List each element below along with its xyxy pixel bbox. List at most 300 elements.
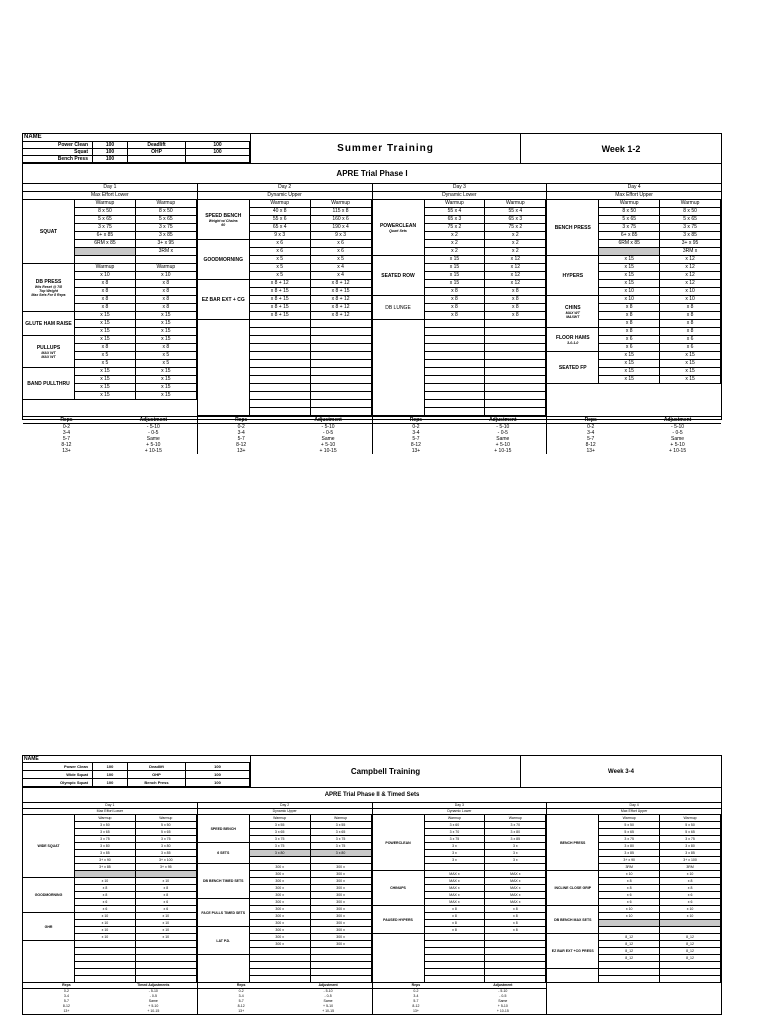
set-cell[interactable]: x 6 <box>599 899 660 906</box>
lift-value[interactable]: 100 <box>186 763 250 771</box>
set-cell[interactable]: x 12 <box>485 256 546 264</box>
set-cell[interactable]: x 8 <box>75 892 136 899</box>
set-cell[interactable]: x 2 <box>425 240 486 248</box>
set-cell[interactable]: x 8 <box>136 344 197 352</box>
set-cell[interactable]: x 10 <box>75 920 136 927</box>
set-cell[interactable] <box>485 392 546 400</box>
set-cell[interactable]: 3 x 75 <box>599 836 660 843</box>
set-cell[interactable]: x 8 <box>136 280 197 288</box>
set-cell[interactable]: 65 x 3 <box>425 216 486 224</box>
set-cell[interactable] <box>75 948 136 955</box>
set-cell[interactable] <box>425 864 486 871</box>
set-cell[interactable]: 300 x <box>250 878 311 885</box>
set-cell[interactable]: 190 x 4 <box>311 224 372 232</box>
set-cell[interactable] <box>485 969 546 976</box>
set-cell[interactable] <box>311 344 372 352</box>
set-cell[interactable] <box>311 360 372 368</box>
set-cell[interactable]: x 10 <box>136 920 197 927</box>
set-cell[interactable] <box>425 408 486 416</box>
set-cell[interactable]: 8_12 <box>660 941 721 948</box>
set-cell[interactable] <box>485 955 546 962</box>
set-cell[interactable]: x 6 <box>660 344 721 352</box>
set-cell[interactable] <box>311 328 372 336</box>
name-field[interactable]: NAME <box>23 756 250 763</box>
set-cell[interactable]: x 12 <box>485 280 546 288</box>
set-cell[interactable]: x 15 <box>599 376 660 384</box>
set-cell[interactable] <box>485 384 546 392</box>
set-cell[interactable]: MAX x <box>485 878 546 885</box>
set-cell[interactable]: x 15 <box>136 336 197 344</box>
set-cell[interactable]: 3 x 85 <box>660 850 721 857</box>
set-cell[interactable]: 6RM x 85 <box>75 240 136 248</box>
set-cell[interactable] <box>75 955 136 962</box>
set-cell[interactable]: 3 x 65 <box>311 829 372 836</box>
set-cell[interactable]: 3 x 80 <box>136 843 197 850</box>
set-cell[interactable]: x 15 <box>660 352 721 360</box>
set-cell[interactable]: 3 x 75 <box>599 224 660 232</box>
set-cell[interactable]: x 2 <box>425 232 486 240</box>
set-cell[interactable] <box>136 969 197 976</box>
set-cell[interactable] <box>311 400 372 408</box>
set-cell[interactable]: 8 x 50 <box>660 208 721 216</box>
set-cell[interactable]: x 15 <box>136 320 197 328</box>
set-cell[interactable]: 300 x <box>250 941 311 948</box>
set-cell[interactable]: x 2 <box>485 248 546 256</box>
set-cell[interactable]: 3 x 85 <box>136 232 197 240</box>
set-cell[interactable]: x 8 <box>485 906 546 913</box>
set-cell[interactable]: 3 x 75 <box>250 836 311 843</box>
set-cell[interactable] <box>75 256 136 264</box>
set-cell[interactable]: x 12 <box>660 272 721 280</box>
set-cell[interactable]: 300 x <box>311 871 372 878</box>
set-cell[interactable]: x 8 + 12 <box>311 304 372 312</box>
set-cell[interactable]: x 8 + 12 <box>311 296 372 304</box>
set-cell[interactable]: 3 x 85 <box>136 850 197 857</box>
set-cell[interactable] <box>485 352 546 360</box>
set-cell[interactable] <box>485 360 546 368</box>
set-cell[interactable]: 300 x <box>250 885 311 892</box>
set-cell[interactable] <box>311 368 372 376</box>
set-cell[interactable]: x 5 <box>136 360 197 368</box>
set-cell[interactable] <box>75 941 136 948</box>
set-cell[interactable]: 55 x 4 <box>425 208 486 216</box>
set-cell[interactable] <box>250 336 311 344</box>
set-cell[interactable] <box>311 320 372 328</box>
set-cell[interactable]: x 6 <box>599 892 660 899</box>
set-cell[interactable] <box>250 408 311 416</box>
set-cell[interactable]: x 12 <box>660 256 721 264</box>
set-cell[interactable]: x 10 <box>599 288 660 296</box>
set-cell[interactable]: 300 x <box>311 920 372 927</box>
set-cell[interactable]: x 8 <box>136 892 197 899</box>
set-cell[interactable]: x 15 <box>599 360 660 368</box>
set-cell[interactable] <box>311 392 372 400</box>
set-cell[interactable] <box>599 927 660 934</box>
set-cell[interactable]: x 8 <box>425 312 486 320</box>
set-cell[interactable]: x 8 + 15 <box>250 304 311 312</box>
set-cell[interactable]: x 8 + 15 <box>250 312 311 320</box>
set-cell[interactable]: 115 x 8 <box>311 208 372 216</box>
set-cell[interactable]: x 15 <box>136 368 197 376</box>
set-cell[interactable]: 55 x 4 <box>485 208 546 216</box>
lift-value[interactable]: 100 <box>186 142 250 149</box>
set-cell[interactable]: x 15 <box>425 280 486 288</box>
set-cell[interactable]: 8_12 <box>660 955 721 962</box>
set-cell[interactable]: x 15 <box>75 312 136 320</box>
set-cell[interactable]: x 8 <box>599 304 660 312</box>
set-cell[interactable]: 3 x <box>425 857 486 864</box>
set-cell[interactable]: 3+ x 90 <box>75 857 136 864</box>
set-cell[interactable]: x 8 <box>599 320 660 328</box>
set-cell[interactable]: x 15 <box>136 312 197 320</box>
set-cell[interactable]: 5 x 50 <box>660 822 721 829</box>
set-cell[interactable]: x 5 <box>250 272 311 280</box>
set-cell[interactable]: MAX x <box>425 892 486 899</box>
set-cell[interactable]: 8 x 50 <box>599 208 660 216</box>
set-cell[interactable]: x 8 + 15 <box>250 288 311 296</box>
set-cell[interactable]: x 8 + 12 <box>250 280 311 288</box>
set-cell[interactable] <box>425 955 486 962</box>
set-cell[interactable] <box>311 376 372 384</box>
set-cell[interactable]: x 15 <box>75 368 136 376</box>
set-cell[interactable]: 8_12 <box>599 955 660 962</box>
lift-value[interactable]: 100 <box>93 771 128 779</box>
set-cell[interactable]: 5 x 65 <box>75 216 136 224</box>
set-cell[interactable]: x 6 <box>75 899 136 906</box>
set-cell[interactable]: x 5 <box>250 256 311 264</box>
set-cell[interactable]: 3 x 70 <box>485 822 546 829</box>
set-cell[interactable]: 65 x 3 <box>485 216 546 224</box>
set-cell[interactable]: x 10 <box>75 878 136 885</box>
set-cell[interactable]: MAX x <box>485 899 546 906</box>
set-cell[interactable]: 3 x <box>485 843 546 850</box>
set-cell[interactable]: x 8 + 12 <box>311 312 372 320</box>
set-cell[interactable]: 3+ x 95 <box>136 864 197 871</box>
set-cell[interactable]: x 8 <box>425 906 486 913</box>
set-cell[interactable]: 300 x <box>250 892 311 899</box>
set-cell[interactable]: 8 x 50 <box>136 208 197 216</box>
lift-value[interactable]: 100 <box>93 149 128 156</box>
set-cell[interactable]: 55 x 6 <box>250 216 311 224</box>
set-cell[interactable]: 3 x 55 <box>250 822 311 829</box>
set-cell[interactable]: 3 x 75 <box>660 836 721 843</box>
set-cell[interactable]: x 10 <box>599 871 660 878</box>
set-cell[interactable]: x 8 + 15 <box>250 296 311 304</box>
set-cell[interactable]: 75 x 2 <box>425 224 486 232</box>
set-cell[interactable]: x 6 <box>660 336 721 344</box>
set-cell[interactable]: x 8 <box>660 328 721 336</box>
set-cell[interactable] <box>136 955 197 962</box>
set-cell[interactable]: 3RM x <box>660 248 721 256</box>
set-cell[interactable]: 3 x 70 <box>425 829 486 836</box>
set-cell[interactable]: 300 x <box>311 899 372 906</box>
set-cell[interactable]: x 8 <box>136 296 197 304</box>
set-cell[interactable]: 3+ x 100 <box>136 857 197 864</box>
set-cell[interactable]: 300 x <box>250 913 311 920</box>
set-cell[interactable]: x 8 <box>599 328 660 336</box>
set-cell[interactable] <box>660 927 721 934</box>
set-cell[interactable]: x 6 <box>660 892 721 899</box>
set-cell[interactable] <box>485 941 546 948</box>
set-cell[interactable]: x 10 <box>660 296 721 304</box>
set-cell[interactable] <box>485 408 546 416</box>
set-cell[interactable]: x 6 <box>250 240 311 248</box>
set-cell[interactable]: x 15 <box>75 392 136 400</box>
set-cell[interactable]: 300 x <box>311 934 372 941</box>
set-cell[interactable] <box>425 352 486 360</box>
set-cell[interactable] <box>425 392 486 400</box>
set-cell[interactable]: x 8 <box>136 885 197 892</box>
set-cell[interactable]: x 6 <box>599 336 660 344</box>
set-cell[interactable] <box>75 248 136 256</box>
set-cell[interactable] <box>136 941 197 948</box>
set-cell[interactable]: MAX x <box>425 885 486 892</box>
set-cell[interactable]: 6+ x 85 <box>599 232 660 240</box>
set-cell[interactable] <box>425 336 486 344</box>
set-cell[interactable]: x 10 <box>75 272 136 280</box>
set-cell[interactable]: 3 x 75 <box>311 843 372 850</box>
set-cell[interactable]: x 5 <box>136 352 197 360</box>
set-cell[interactable]: 8_12 <box>660 934 721 941</box>
set-cell[interactable] <box>311 408 372 416</box>
set-cell[interactable]: x 10 <box>660 913 721 920</box>
set-cell[interactable] <box>425 384 486 392</box>
set-cell[interactable]: 5 x 65 <box>599 829 660 836</box>
set-cell[interactable]: 300 x <box>311 892 372 899</box>
set-cell[interactable]: x 15 <box>136 384 197 392</box>
set-cell[interactable]: x 15 <box>599 368 660 376</box>
set-cell[interactable]: 3 x 85 <box>75 850 136 857</box>
set-cell[interactable]: x 10 <box>136 272 197 280</box>
set-cell[interactable] <box>485 368 546 376</box>
set-cell[interactable]: 8_12 <box>599 941 660 948</box>
set-cell[interactable]: x 8 <box>660 304 721 312</box>
lift-value[interactable]: 100 <box>93 156 128 163</box>
set-cell[interactable]: 3+ x 85 <box>75 864 136 871</box>
set-cell[interactable]: x 8 <box>599 885 660 892</box>
set-cell[interactable]: x 2 <box>485 232 546 240</box>
set-cell[interactable] <box>311 969 372 976</box>
set-cell[interactable]: x 15 <box>425 256 486 264</box>
set-cell[interactable]: x 6 <box>136 899 197 906</box>
set-cell[interactable]: x 8 <box>599 312 660 320</box>
set-cell[interactable]: x 15 <box>599 256 660 264</box>
set-cell[interactable] <box>485 328 546 336</box>
set-cell[interactable]: x 10 <box>136 934 197 941</box>
set-cell[interactable]: x 8 <box>660 878 721 885</box>
set-cell[interactable]: x 12 <box>485 272 546 280</box>
set-cell[interactable]: x 2 <box>485 240 546 248</box>
set-cell[interactable]: 9 x 3 <box>250 232 311 240</box>
set-cell[interactable] <box>425 941 486 948</box>
set-cell[interactable]: 9 x 3 <box>311 232 372 240</box>
set-cell[interactable]: x 8 <box>485 304 546 312</box>
set-cell[interactable] <box>311 336 372 344</box>
set-cell[interactable]: x 8 <box>485 913 546 920</box>
set-cell[interactable]: x 10 <box>599 296 660 304</box>
set-cell[interactable]: x 15 <box>660 376 721 384</box>
set-cell[interactable]: x 8 <box>425 296 486 304</box>
set-cell[interactable]: 300 x <box>250 927 311 934</box>
set-cell[interactable]: 3RM x <box>136 248 197 256</box>
set-cell[interactable]: x 8 <box>660 885 721 892</box>
set-cell[interactable]: x 15 <box>425 272 486 280</box>
set-cell[interactable]: x 15 <box>75 328 136 336</box>
set-cell[interactable]: 3 x 80 <box>250 850 311 857</box>
set-cell[interactable]: 300 x <box>311 878 372 885</box>
set-cell[interactable]: x 15 <box>75 336 136 344</box>
set-cell[interactable]: x 15 <box>136 392 197 400</box>
set-cell[interactable]: 5 x 50 <box>599 822 660 829</box>
set-cell[interactable] <box>250 344 311 352</box>
lift-value[interactable] <box>186 156 250 163</box>
set-cell[interactable] <box>75 962 136 969</box>
set-cell[interactable] <box>425 320 486 328</box>
set-cell[interactable] <box>136 962 197 969</box>
set-cell[interactable] <box>136 871 197 878</box>
set-cell[interactable]: 3 x <box>485 850 546 857</box>
set-cell[interactable]: 3 x <box>425 843 486 850</box>
set-cell[interactable]: 3 x 75 <box>311 836 372 843</box>
set-cell[interactable]: 5 x 65 <box>599 216 660 224</box>
set-cell[interactable] <box>485 962 546 969</box>
set-cell[interactable]: 160 x 6 <box>311 216 372 224</box>
set-cell[interactable]: 300 x <box>250 906 311 913</box>
set-cell[interactable]: 3 x 85 <box>660 232 721 240</box>
set-cell[interactable]: 40 x 8 <box>250 208 311 216</box>
set-cell[interactable]: 5 x 65 <box>136 829 197 836</box>
set-cell[interactable]: 75 x 2 <box>485 224 546 232</box>
set-cell[interactable]: x 10 <box>660 288 721 296</box>
set-cell[interactable] <box>485 400 546 408</box>
set-cell[interactable] <box>485 320 546 328</box>
set-cell[interactable]: x 8 <box>75 296 136 304</box>
set-cell[interactable] <box>425 344 486 352</box>
set-cell[interactable] <box>425 368 486 376</box>
set-cell[interactable]: 8_12 <box>660 948 721 955</box>
set-cell[interactable]: x 5 <box>75 352 136 360</box>
set-cell[interactable]: x 8 <box>599 878 660 885</box>
set-cell[interactable]: 3 x 75 <box>75 224 136 232</box>
set-cell[interactable]: 3 x 65 <box>250 829 311 836</box>
set-cell[interactable]: MAX x <box>485 885 546 892</box>
name-field[interactable]: NAME <box>23 134 250 142</box>
set-cell[interactable]: 6RM x 85 <box>599 240 660 248</box>
set-cell[interactable]: 3 x <box>425 850 486 857</box>
set-cell[interactable]: 3 x 50 <box>75 822 136 829</box>
set-cell[interactable] <box>425 969 486 976</box>
set-cell[interactable] <box>660 962 721 969</box>
set-cell[interactable]: 300 x <box>250 920 311 927</box>
set-cell[interactable]: 3 x 80 <box>599 843 660 850</box>
set-cell[interactable] <box>485 864 546 871</box>
set-cell[interactable] <box>425 360 486 368</box>
lift-value[interactable]: 100 <box>186 771 250 779</box>
set-cell[interactable]: 300 x <box>250 899 311 906</box>
set-cell[interactable]: x 10 <box>136 878 197 885</box>
lift-value[interactable]: 100 <box>93 763 128 771</box>
set-cell[interactable] <box>311 962 372 969</box>
set-cell[interactable] <box>136 256 197 264</box>
set-cell[interactable]: 3+ x 95 <box>660 240 721 248</box>
set-cell[interactable]: x 5 <box>311 256 372 264</box>
set-cell[interactable]: 3 x 75 <box>75 836 136 843</box>
set-cell[interactable]: MAX x <box>425 899 486 906</box>
set-cell[interactable]: x 15 <box>75 376 136 384</box>
set-cell[interactable] <box>75 871 136 878</box>
set-cell[interactable]: x 15 <box>660 360 721 368</box>
set-cell[interactable]: x 10 <box>75 927 136 934</box>
set-cell[interactable]: x 10 <box>136 927 197 934</box>
set-cell[interactable]: 3 x <box>485 857 546 864</box>
set-cell[interactable]: x 10 <box>75 934 136 941</box>
set-cell[interactable]: x 8 <box>136 304 197 312</box>
set-cell[interactable]: 3+ x 95 <box>136 240 197 248</box>
set-cell[interactable]: x 6 <box>311 240 372 248</box>
set-cell[interactable] <box>136 948 197 955</box>
set-cell[interactable]: x 8 <box>485 312 546 320</box>
set-cell[interactable]: x 8 <box>425 304 486 312</box>
set-cell[interactable]: x 15 <box>660 368 721 376</box>
set-cell[interactable]: x 8 <box>75 344 136 352</box>
set-cell[interactable]: x 10 <box>75 913 136 920</box>
set-cell[interactable]: 65 x 4 <box>250 224 311 232</box>
set-cell[interactable] <box>599 969 660 976</box>
set-cell[interactable]: x 12 <box>485 264 546 272</box>
set-cell[interactable] <box>250 962 311 969</box>
set-cell[interactable]: x 8 <box>425 927 486 934</box>
set-cell[interactable]: x 10 <box>599 913 660 920</box>
lift-value[interactable]: 100 <box>186 149 250 156</box>
set-cell[interactable]: 3+ x 90 <box>599 857 660 864</box>
set-cell[interactable]: x 8 <box>136 288 197 296</box>
set-cell[interactable] <box>250 400 311 408</box>
set-cell[interactable]: x 2 <box>425 248 486 256</box>
set-cell[interactable] <box>250 857 311 864</box>
set-cell[interactable]: x 15 <box>425 264 486 272</box>
set-cell[interactable]: x 10 <box>599 906 660 913</box>
set-cell[interactable]: x 10 <box>660 871 721 878</box>
set-cell[interactable]: 3 x 75 <box>136 224 197 232</box>
set-cell[interactable] <box>599 248 660 256</box>
set-cell[interactable]: x 6 <box>75 906 136 913</box>
set-cell[interactable]: 300 x <box>311 864 372 871</box>
set-cell[interactable]: x 8 + 15 <box>311 288 372 296</box>
set-cell[interactable]: x 15 <box>136 328 197 336</box>
set-cell[interactable]: 300 x <box>311 885 372 892</box>
set-cell[interactable]: x 8 <box>485 288 546 296</box>
set-cell[interactable]: 3 x 85 <box>599 850 660 857</box>
set-cell[interactable]: 300 x <box>250 871 311 878</box>
set-cell[interactable] <box>485 344 546 352</box>
set-cell[interactable]: 3 x 60 <box>425 822 486 829</box>
set-cell[interactable]: 300 x <box>250 864 311 871</box>
set-cell[interactable]: 8_12 <box>599 934 660 941</box>
set-cell[interactable]: 3RM <box>599 864 660 871</box>
set-cell[interactable]: MAX x <box>485 892 546 899</box>
set-cell[interactable]: x 12 <box>660 280 721 288</box>
set-cell[interactable]: x 8 <box>425 913 486 920</box>
set-cell[interactable]: x 8 + 12 <box>311 280 372 288</box>
set-cell[interactable]: x 6 <box>250 248 311 256</box>
set-cell[interactable] <box>485 934 546 941</box>
set-cell[interactable] <box>599 962 660 969</box>
set-cell[interactable]: x 8 <box>485 296 546 304</box>
set-cell[interactable]: x 4 <box>311 264 372 272</box>
set-cell[interactable]: x 4 <box>311 272 372 280</box>
set-cell[interactable]: 3 x 80 <box>485 829 546 836</box>
set-cell[interactable]: 300 x <box>311 941 372 948</box>
